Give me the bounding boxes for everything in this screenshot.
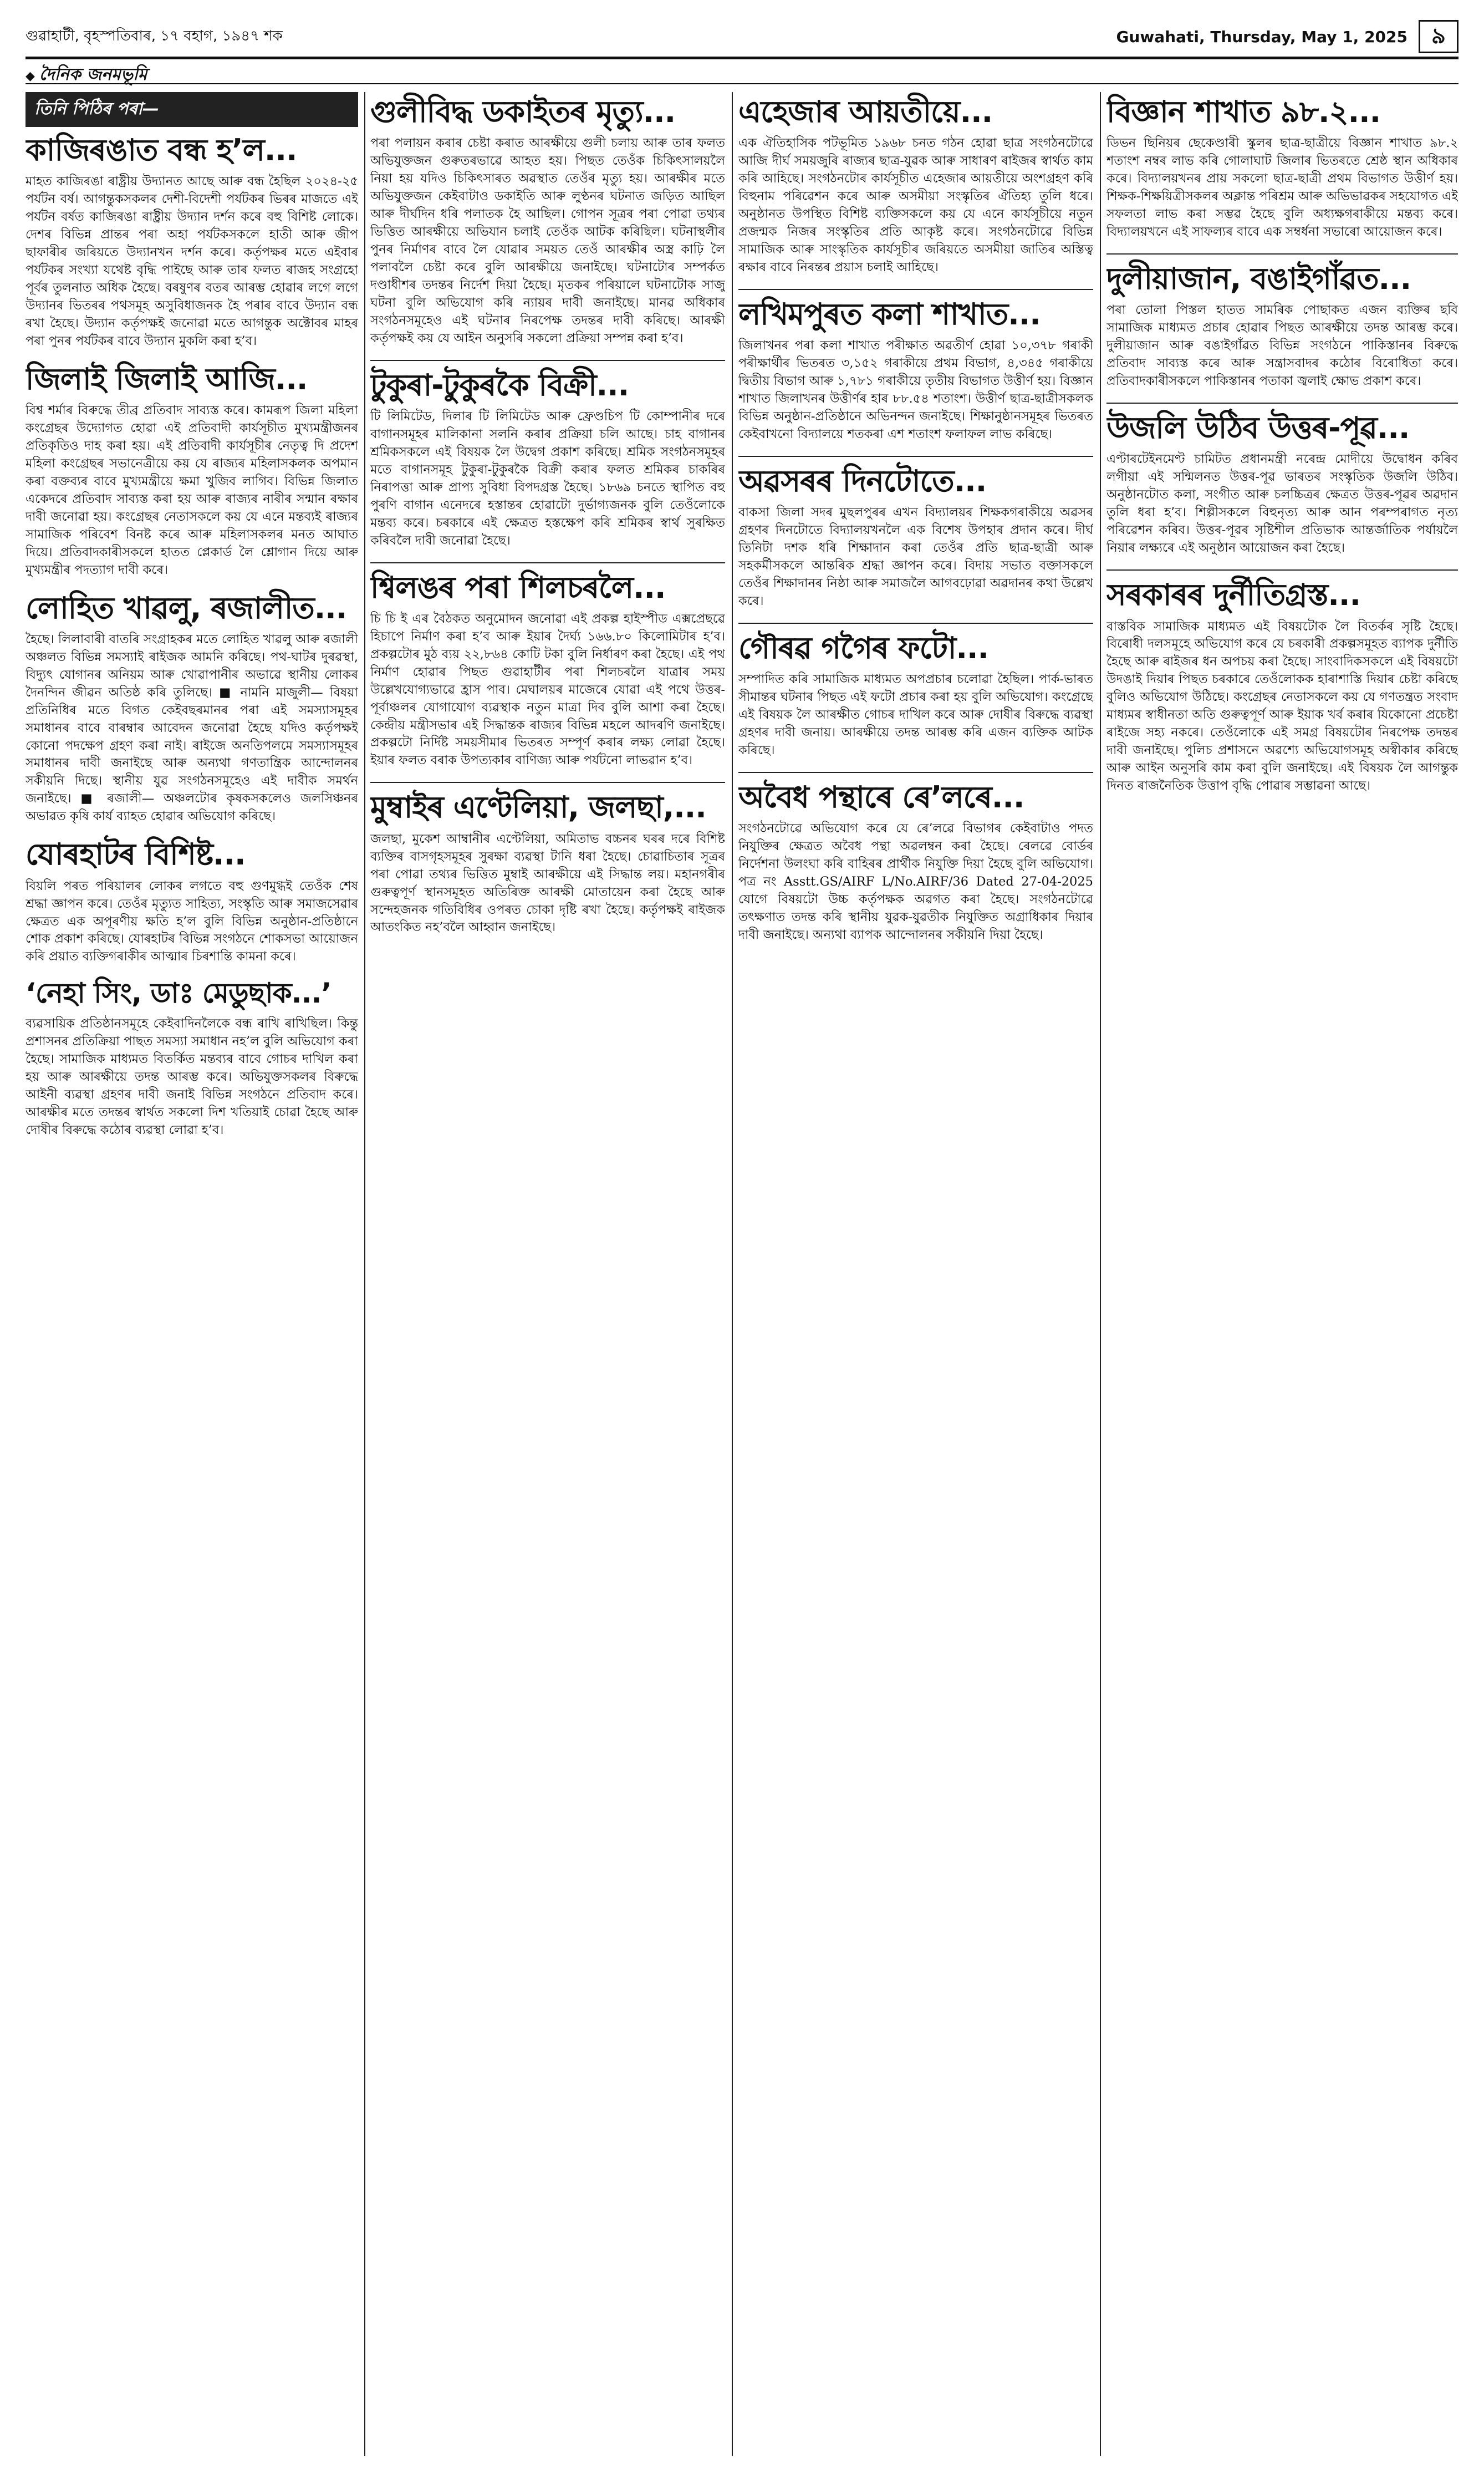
article-body: জিলাখনৰ পৰা কলা শাখাত পৰীক্ষাত অৱতীৰ্ণ হোৱা ১০,৩৭৮ গৰাকী পৰীক্ষাৰ্থীৰ ভিতৰত ৩,১৫২ গৰাকীয়ে প্ৰথম বিভাগ, ৪,৩৪৫ গৰাকীয়ে দ্বিতীয় বিভাগ আৰু ১,৭৮১ গৰাকীয়ে তৃতীয় বিভাগত উত্তীৰ্ণ হয়। বিজ্ঞান শাখাত জিলাখনৰ উত্তীৰ্ণৰ হাৰ ৮৮.৫৪ শতাংশ। উত্তীৰ্ণ ছাত্ৰ-ছাত্ৰীসকলক বিভিন্ন অনুষ্ঠান-প্ৰতিষ্ঠানে অভিনন্দন জনাইছে। শিক্ষানুষ্ঠানসমূহৰ ভিতৰত কেইবাখনো বিদ্যালয়ে শতকৰা এশ শতাংশ ফলাফল লাভ কৰিছে। [738, 338, 1093, 441]
article-body: পৰা পলায়ন কৰাৰ চেষ্টা কৰাত আৰক্ষীয়ে গুলী চলায় আৰু তাৰ ফলত অভিযুক্তজন গুৰুতৰভাৱে আহত হয়। পিছত তেওঁক চিকিৎসালয়লৈ নিয়া হয় যদিও চিকিৎসাৰত অৱস্থাত তেওঁৰ মৃত্যু হয়। আৰক্ষীৰ মতে অভিযুক্তজন কেইবাটাও ডকাইতি আৰু লুণ্ঠনৰ ঘটনাত জড়িত আছিল আৰু দীৰ্ঘদিন ধৰি পলাতক হৈ আছিল। গোপন সূত্ৰৰ পৰা পোৱা তথ্যৰ ভিত্তিত আৰক্ষীয়ে অভিযান চলাই তেওঁক আটক কৰিছিল। ঘটনাস্থলীৰ পুনৰ নিৰ্মাণৰ বাবে লৈ যোৱাৰ সময়ত তেওঁ আৰক্ষীৰ অস্ত্ৰ কাঢ়ি লৈ পলাবলৈ চেষ্টা কৰে বুলি আৰক্ষীয়ে জনাইছে। ঘটনাটোৰ সম্পৰ্কত দণ্ডাধীশৰ তদন্তৰ নিৰ্দেশ দিয়া হৈছে। মৃতকৰ পৰিয়ালে ঘটনাটোক সাজু ঘটনা বুলি অভিযোগ কৰি ন্যায়ৰ দাবী জনাইছে। মানৱ অধিকাৰ সংগঠনসমূহেও এই ঘটনাৰ নিৰপেক্ষ তদন্তৰ দাবী কৰিছে। আৰক্ষী কৰ্তৃপক্ষই কয় যে আইন অনুসৰি সকলো প্ৰক্ৰিয়া সম্পন্ন কৰা হ’ব। [370, 136, 725, 345]
column-2 [370, 92, 725, 2456]
article-divider [738, 772, 1093, 773]
column-4 [1106, 92, 1458, 2456]
headline: বিজ্ঞান শাখাত ৯৮.২... [1106, 94, 1381, 129]
article-body: সংগঠনটোৱে অভিযোগ কৰে যে ৰে’লৱে বিভাগৰ কেইবাটাও পদত নিযুক্তিৰ ক্ষেত্ৰত অবৈধ পন্থা অৱলম্বন কৰা হৈছে। ৰেলৱে বোর্ডৰ নিৰ্দেশনা উলংঘা কৰি বাহিৰৰ প্ৰাৰ্থীক নিযুক্তি দিয়া হৈছে বুলি অভিযোগ। পত্ৰ নং Asstt.GS/AIRF L/No.AIRF/36 Dated 27-04-2025 যোগে বিষয়টো উচ্চ কৰ্তৃপক্ষক অৱগত কৰা হৈছে। সংগঠনটোৱে তৎক্ষণাত তদন্ত কৰি স্থানীয় যুৱক-যুৱতীক নিযুক্তিত অগ্ৰাধিকাৰ দিয়াৰ দাবী জনাইছে। অন্যথা ব্যাপক আন্দোলনৰ সকীয়নি দিয়া হৈছে। [738, 821, 1093, 943]
column-divider [732, 92, 733, 2456]
article-divider [370, 782, 725, 783]
headline: এহেজাৰ আয়তীয়ে... [738, 94, 993, 129]
article-body: চি চি ই এৰ বৈঠকত অনুমোদন জনোৱা এই প্ৰকল্প হাইস্পীড এক্সপ্ৰেছৱে হিচাপে নিৰ্মাণ কৰা হ’ব আৰু ইয়াৰ দৈৰ্ঘ্য ১৬৬.৮০ কিলোমিটাৰ হ’ব। প্ৰকল্পটোৰ মুঠ ব্যয় ২২,৮৬৪ কোটি টকা বুলি নিৰ্ধাৰণ কৰা হৈছে। এই পথ নিৰ্মাণ হোৱাৰ পিছত গুৱাহাটীৰ পৰা শিলচৰলৈ যাত্ৰাৰ সময় উল্লেখযোগ্যভাৱে হ্ৰাস পাব। মেঘালয়ৰ মাজেৰে যোৱা এই পথে উত্তৰ-পূৰ্বাঞ্চলৰ যোগাযোগ ব্যৱস্থাক নতুন মাত্ৰা দিব বুলি আশা কৰা হৈছে। কেন্দ্ৰীয় মন্ত্ৰীসভাৰ এই সিদ্ধান্তক ৰাজ্যৰ বিভিন্ন মহলে আদৰণি জনাইছে। প্ৰকল্পটো নিৰ্দিষ্ট সময়সীমাৰ ভিতৰত সম্পূৰ্ণ কৰাৰ লক্ষ্য লোৱা হৈছে। ইয়াৰ ফলত বৰাক উপত্যকাৰ বাণিজ্য আৰু পৰ্যটনো লাভৱান হ’ব। [370, 611, 725, 768]
column-1 [26, 92, 358, 2456]
headline: কাজিৰঙাত বন্ধ হ’ল... [26, 133, 297, 167]
header-date-assamese: গুৱাহাটী, বৃহস্পতিবাৰ, ১৭ বহাগ, ১৯৪৭ শক [26, 28, 283, 44]
masthead-rule [26, 83, 1458, 84]
article-divider [1106, 403, 1458, 404]
headline: ‘নেহা সিং, ডাঃ মেডুছাক...’ [26, 977, 332, 1010]
article-body: সম্পাদিত কৰি সামাজিক মাধ্যমত অপপ্ৰচাৰ চলোৱা হৈছিল। পাৰ্ক-ভাৰত সীমান্তৰ ঘটনাৰ পিছত এই ফটো প্ৰচাৰ কৰা হয় বুলি অভিযোগ। কংগ্ৰেছে এই বিষয়ক লৈ আৰক্ষীত গোচৰ দাখিল কৰে আৰু দোষীৰ বিৰুদ্ধে ব্যৱস্থা গ্ৰহণৰ দাবী জনায়। আৰক্ষীয়ে তদন্ত আৰম্ভ কৰি এজন ব্যক্তিক আটক কৰিছে। [738, 672, 1093, 758]
headline: সৰকাৰৰ দুৰ্নীতিগ্ৰস্ত... [1106, 577, 1360, 613]
column-3 [738, 92, 1093, 2456]
article-body: জলছা, মুকেশ আম্বানীৰ এণ্টেলিয়া, অমিতাভ বচ্চনৰ ঘৰৰ দৰে বিশিষ্ট ব্যক্তিৰ বাসগৃহসমূহৰ সুৰক্ষা ব্যৱস্থা টানি ধৰা হৈছে। চোৱাচিতাৰ সূত্ৰৰ পৰা পোৱা তথ্যৰ ভিত্তিত মুম্বাই আৰক্ষীয়ে এই সিদ্ধান্ত লয়। মহানগৰীৰ গুৰুত্বপূৰ্ণ স্থানসমূহত অতিৰিক্ত আৰক্ষী মোতায়েন কৰা হৈছে আৰু সন্দেহজনক গতিবিধিৰ ওপৰত চোকা দৃষ্টি ৰখা হৈছে। কৰ্তৃপক্ষই ৰাইজক আতংকিত নহ’বলৈ আহ্বান জনাইছে। [370, 831, 725, 935]
article-body: মাহত কাজিৰঙা ৰাষ্ট্ৰীয় উদ্যানত আছে আৰু বন্ধ হৈছিল ২০২৪-২৫ পৰ্যটন বৰ্ষ। আগন্তুকসকলৰ দেশী-বিদেশী পৰ্যটকৰ ভিৰৰ মাজতে এই পৰ্যটন বৰ্ষত কাজিৰঙা ৰাষ্ট্ৰীয় উদ্যান দৰ্শন কৰে বহু বিশিষ্ট লোকে। দেশৰ বিভিন্ন প্ৰান্তৰ পৰা অহা পৰ্যটকসকলে হাতী আৰু জীপ ছাফাৰীৰ জৰিয়তে উদ্যানখন দৰ্শন কৰে। কৰ্তৃপক্ষৰ মতে এইবাৰ পৰ্যটকৰ সংখ্যা যথেষ্ট বৃদ্ধি পাইছে আৰু তাৰ ফলত ৰাজহ সংগ্ৰহো পূৰ্বৰ তুলনাত অধিক হৈছে। বৰষুণৰ বতৰ আৰম্ভ হোৱাৰ লগে লগে উদ্যানৰ ভিতৰৰ পথসমূহ অসুবিধাজনক হৈ পৰাৰ বাবে উদ্যান বন্ধ ৰখা হৈছে। উদ্যান কৰ্তৃপক্ষই জনোৱা মতে আগন্তুক অক্টোবৰ মাহৰ পৰা পুনৰ পৰ্যটকৰ বাবে উদ্যান মুকলি কৰা হ’ব। [26, 174, 358, 348]
headline: দুলীয়াজান, বঙাইগাঁৱত... [1106, 261, 1411, 297]
headline: শ্বিলঙৰ পৰা শিলচৰলৈ... [370, 569, 666, 605]
headline: গুলীবিদ্ধ ডকাইতৰ মৃত্যু... [370, 94, 676, 129]
article-divider [738, 289, 1093, 290]
article-body: বাস্তবিক সামাজিক মাধ্যমত এই বিষয়টোক লৈ বিতৰ্কৰ সৃষ্টি হৈছে। বিৰোধী দলসমূহে অভিযোগ কৰে যে চৰকাৰী প্ৰকল্পসমূহত ব্যাপক দুৰ্নীতি হৈছে আৰু ৰাইজৰ ধন অপচয় কৰা হৈছে। সাংবাদিকসকলে এই বিষয়টো উদঙাই দিয়াৰ পিছত চৰকাৰে তেওঁলোকক হাৰাশাস্তি দিয়াৰ চেষ্টা কৰিছে বুলিও অভিযোগ উঠিছে। কংগ্ৰেছৰ নেতাসকলে কয় যে গণতন্ত্ৰত সংবাদ মাধ্যমৰ স্বাধীনতা অতি গুৰুত্বপূৰ্ণ আৰু ইয়াক খৰ্ব কৰাৰ যিকোনো প্ৰচেষ্টা ৰাইজে সহ্য নকৰে। তেওঁলোকে এই সমগ্ৰ বিষয়টোৰ নিৰপেক্ষ তদন্তৰ দাবী জনাইছে। পুলিচ প্ৰশাসনে অৱশ্যে অভিযোগসমূহ অস্বীকাৰ কৰিছে আৰু আইন অনুসৰি কাম কৰা বুলি জনাইছে। এই বিষয়ক লৈ আগন্তুক দিনত ৰাজনৈতিক উত্তাপ বৃদ্ধি পোৱাৰ সম্ভাৱনা আছে। [1106, 619, 1458, 793]
column-divider [1100, 92, 1101, 2456]
article-divider [1106, 253, 1458, 255]
headline: উজলি উঠিব উত্তৰ-পূৱ... [1106, 410, 1410, 446]
page-number: ৯ [1419, 20, 1458, 53]
article-body: বিশ্ব শৰ্মাৰ বিৰুদ্ধে তীব্ৰ প্ৰতিবাদ সাব্যস্ত কৰে। কামৰূপ জিলা মহিলা কংগ্ৰেছৰ উদ্যোগত হোৱা এই প্ৰতিবাদী কাৰ্যসূচীত মুখ্যমন্ত্ৰীজনৰ প্ৰতিকৃতিও দাহ কৰা হয়। এই প্ৰতিবাদী কাৰ্যসূচীৰ নেতৃত্ব দি প্ৰদেশ মহিলা কংগ্ৰেছৰ সভানেত্ৰীয়ে কয় যে ৰাজ্যৰ মহিলাসকলক অপমান কৰা বক্তব্যৰ বাবে মুখ্যমন্ত্ৰীয়ে ক্ষমা খুজিব লাগিব। বিভিন্ন জিলাত একেদৰে প্ৰতিবাদ সাব্যস্ত কৰা হয় আৰু ৰাজ্যৰ নাৰীৰ সন্মান ৰক্ষাৰ দাবী জনোৱা হয়। কংগ্ৰেছৰ নেতাসকলে কয় যে এনে মন্তব্যই ৰাজ্যৰ সামাজিক পৰিবেশ বিনষ্ট কৰে আৰু মহিলাসকলৰ মনত আঘাত দিয়ে। প্ৰতিবাদকাৰীসকলে হাতত প্লেকাৰ্ড লৈ শ্লোগান দিয়ে আৰু মুখ্যমন্ত্ৰীৰ পদত্যাগ দাবী কৰে। [26, 403, 358, 577]
article-body: ব্যৱসায়িক প্ৰতিষ্ঠানসমূহে কেইবাদিনলৈকে বন্ধ ৰাখি ৰাখিছিল। কিন্তু প্ৰশাসনৰ প্ৰতিক্ৰিয়া পাছত সমস্যা সমাধান নহ’ল বুলি অভিযোগ কৰা হৈছে। সামাজিক মাধ্যমত বিতৰ্কিত মন্তব্যৰ বাবে গোচৰ দাখিল কৰা হয় আৰু আৰক্ষীয়ে তদন্ত আৰম্ভ কৰে। অভিযুক্তসকলৰ বিৰুদ্ধে আইনী ব্যৱস্থা গ্ৰহণৰ দাবী জনাই বিভিন্ন সংগঠনে প্ৰতিবাদ কৰে। আৰক্ষীৰ মতে তদন্তৰ স্বাৰ্থত সকলো দিশ খতিয়াই চোৱা হৈছে আৰু দোষীৰ বিৰুদ্ধে কঠোৰ ব্যৱস্থা লোৱা হ’ব। [26, 1016, 358, 1137]
article-body: বিয়লি পৰত পৰিয়ালৰ লোকৰ লগতে বহু গুণমুগ্ধই তেওঁক শেষ শ্ৰদ্ধা জ্ঞাপন কৰে। তেওঁৰ মৃত্যুত সাহিত্য, সংস্কৃতি আৰু সমাজসেৱাৰ ক্ষেত্ৰত এক অপূৰণীয় ক্ষতি হ’ল বুলি বিভিন্ন অনুষ্ঠান-প্ৰতিষ্ঠানে শোক প্ৰকাশ কৰিছে। যোৰহাটৰ বিভিন্ন সংগঠনে শোকসভা আয়োজন কৰি প্ৰয়াত ব্যক্তিগৰাকীৰ আত্মাৰ চিৰশান্তি কামনা কৰে। [26, 878, 358, 964]
article-body: এণ্টাৰটেইনমেণ্ট চামিটত প্ৰধানমন্ত্ৰী নৰেন্দ্ৰ মোদীয়ে উদ্বোধন কৰিব লগীয়া এই সন্মিলনত উত্তৰ-পূৱ ভাৰতৰ সংস্কৃতিক উজলি উঠিব। অনুষ্ঠানটোত কলা, সংগীত আৰু চলচ্চিত্ৰৰ ক্ষেত্ৰত উত্তৰ-পূৱৰ অৱদান তুলি ধৰা হ’ব। শিল্পীসকলে বিহুনৃত্য আৰু আন পৰম্পৰাগত নৃত্য পৰিৱেশন কৰিব। উত্তৰ-পূৱৰ সৃষ্টিশীল প্ৰতিভাক আন্তৰ্জাতিক পৰ্যায়লৈ নিয়াৰ লক্ষ্যৰে এই অনুষ্ঠান আয়োজন কৰা হৈছে। [1106, 452, 1458, 556]
headline: লখিমপুৰত কলা শাখাত... [738, 296, 1041, 332]
headline: গৌৰৱ গগৈৰ ফটো... [738, 630, 989, 665]
article-body: ডিভন ছিনিয়ৰ ছেকেণ্ডাৰী স্কুলৰ ছাত্ৰ-ছাত্ৰীয়ে বিজ্ঞান শাখাত ৯৮.২ শতাংশ নম্বৰ লাভ কৰি গোলাঘাট জিলাৰ ভিতৰতে শ্ৰেষ্ঠ স্থান অধিকাৰ কৰে। বিদ্যালয়খনৰ প্ৰায় সকলো ছাত্ৰ-ছাত্ৰী প্ৰথম বিভাগত উত্তীৰ্ণ হয়। শিক্ষক-শিক্ষয়িত্ৰীসকলৰ অক্লান্ত পৰিশ্ৰম আৰু অভিভাৱকৰ সহযোগত এই সফলতা লাভ কৰা সম্ভৱ হৈছে বুলি অধ্যক্ষগৰাকীয়ে মন্তব্য কৰে। বিদ্যালয়খনে এই সাফল্যৰ বাবে এক সম্বৰ্ধনা সভাৰো আয়োজন কৰে। [1106, 136, 1458, 240]
article-body: পৰা তোলা পিস্তল হাতত সামৰিক পোছাকত এজন ব্যক্তিৰ ছবি সামাজিক মাধ্যমত প্ৰচাৰ হোৱাৰ পিছত আৰক্ষীয়ে তদন্ত আৰম্ভ কৰে। দুলীয়াজান আৰু বঙাইগাঁৱত বিভিন্ন সংগঠনে পাকিস্তানৰ বিৰুদ্ধে প্ৰতিবাদ সাব্যস্ত কৰে আৰু সন্ত্ৰাসবাদৰ কঠোৰ বিৰোধিতা কৰে। প্ৰতিবাদকাৰীসকলে পাকিস্তানৰ পতাকা জ্বলাই ক্ষোভ প্ৰকাশ কৰে। [1106, 303, 1458, 389]
headline: অৱসৰৰ দিনটোতে... [738, 463, 987, 499]
continued-kicker: তিনি পিঠিৰ পৰা— [26, 92, 358, 127]
article-divider [738, 456, 1093, 457]
article-divider [1106, 569, 1458, 571]
article-body: এক ঐতিহাসিক পটভূমিত ১৯৬৮ চনত গঠন হোৱা ছাত্ৰ সংগঠনটোৱে আজি দীৰ্ঘ সময়জুৰি ৰাজ্যৰ ছাত্ৰ-যুৱক আৰু সাধাৰণ ৰাইজৰ স্বাৰ্থত কাম কৰি আহিছে। সংগঠনটোৰ কাৰ্যসূচীত এহেজাৰ আয়তীয়ে অংশগ্ৰহণ কৰি বিহুনাম পৰিৱেশন কৰে আৰু অসমীয়া সংস্কৃতিৰ ঐতিহ্য তুলি ধৰে। অনুষ্ঠানত উপস্থিত বিশিষ্ট ব্যক্তিসকলে কয় যে এনে কাৰ্যসূচীয়ে নতুন প্ৰজন্মক নিজৰ সংস্কৃতিৰ প্ৰতি আকৃষ্ট কৰে। সংগঠনটোৱে বিভিন্ন সামাজিক আৰু সাংস্কৃতিক কাৰ্যসূচীৰ জৰিয়তে অসমীয়া জাতিৰ অস্তিত্ব ৰক্ষাৰ বাবে নিৰন্তৰ প্ৰয়াস চলাই আহিছে। [738, 136, 1093, 274]
headline: অবৈধ পন্থাৰে ৰে’লৰে... [738, 780, 1024, 815]
page-header [26, 20, 1458, 53]
masthead: ◆ দৈনিক জনমভূমি [26, 61, 147, 89]
article-body: হৈছে। লিলাবাৰী বাতৰি সংগ্ৰাহকৰ মতে লোহিত খাৱলু আৰু ৰজালী অঞ্চলত বিভিন্ন সমস্যাই ৰাইজক আমনি কৰিছে। পথ-ঘাটৰ দুৰৱস্থা, বিদ্যুৎ যোগানৰ অনিয়ম আৰু খোৱাপানীৰ অভাৱে স্থানীয় লোকৰ দৈনন্দিন জীৱন অতিষ্ঠ কৰি তুলিছে। ■ নামনি মাজুলী— বিষয়া প্ৰতিনিধিৰ মতে বিগত কেইবছৰমানৰ পৰা এই সমস্যাসমূহৰ সমাধানৰ বাবে বাৰম্বাৰ আবেদন জনোৱা হৈছে যদিও কৰ্তৃপক্ষই কোনো পদক্ষেপ গ্ৰহণ কৰা নাই। ৰাইজে অনতিপলমে সমস্যাসমূহৰ সমাধানৰ দাবী জনাইছে আৰু অন্যথা গণতান্ত্ৰিক আন্দোলনৰ সকীয়নি দিছে। স্থানীয় যুৱ সংগঠনসমূহেও এই দাবীক সমৰ্থন জনাইছে। ■ ৰজালী— অঞ্চলটোৰ কৃষকসকলেও জলসিঞ্চনৰ অভাৱত কৃষি কাৰ্য ব্যাহত হোৱাৰ অভিযোগ কৰিছে। [26, 632, 358, 824]
article-divider [738, 623, 1093, 624]
article-body: টি লিমিটেড, দিলাৰ টি লিমিটেড আৰু ফ্ৰেণ্ডচিপ টি কোম্পানীৰ দৰে বাগানসমূহৰ মালিকানা সলনি কৰাৰ প্ৰক্ৰিয়া চলি আছে। চাহ বাগানৰ শ্ৰমিকসকলে এই বিষয়ক লৈ উদ্বেগ প্ৰকাশ কৰিছে। শ্ৰমিক সংগঠনসমূহৰ মতে বাগানসমূহ টুকুৰা-টুকুৰকৈ বিক্ৰী কৰাৰ ফলত শ্ৰমিকৰ চাকৰিৰ নিৰাপত্তা আৰু প্ৰাপ্য সুবিধা বিপদগ্ৰস্ত হৈছে। ১৮৬৯ চনতে স্থাপিত বহু পুৰণি বাগান এনেদৰে হস্তান্তৰ হোৱাটো দুৰ্ভাগ্যজনক বুলি তেওঁলোকে মন্তব্য কৰে। চৰকাৰে এই ক্ষেত্ৰত হস্তক্ষেপ কৰি শ্ৰমিকৰ স্বাৰ্থ সুৰক্ষিত কৰিবলৈ দাবী জনোৱা হৈছে। [370, 409, 725, 548]
headline: মুম্বাইৰ এণ্টেলিয়া, জলছা,... [370, 790, 706, 825]
header-rule [26, 57, 1458, 59]
article-divider [370, 360, 725, 361]
headline: লোহিত খাৱলু, ৰজালীত... [26, 590, 347, 625]
headline: টুকুৰা-টুকুৰকৈ বিক্ৰী... [370, 367, 629, 403]
article-divider [370, 562, 725, 563]
header-date-english: Guwahati, Thursday, May 1, 2025 [1116, 27, 1407, 46]
article-body: বাকসা জিলা সদৰ মুছলপুৰৰ এখন বিদ্যালয়ৰ শিক্ষকগৰাকীয়ে অৱসৰ গ্ৰহণৰ দিনটোতে বিদ্যালয়খনলৈ এক বিশেষ উপহাৰ প্ৰদান কৰে। দীৰ্ঘ তিনিটা দশক ধৰি শিক্ষাদান কৰা তেওঁৰ প্ৰতি ছাত্ৰ-ছাত্ৰী আৰু সহকৰ্মীসকলে আন্তৰিক শ্ৰদ্ধা জ্ঞাপন কৰে। বিদায় সভাত বক্তাসকলে তেওঁৰ শিক্ষাদানৰ নিষ্ঠা আৰু সমাজলৈ আগবঢ়োৱা অৱদানৰ কথা উল্লেখ কৰে। [738, 505, 1093, 608]
column-divider [364, 92, 365, 2456]
headline: যোৰহাটৰ বিশিষ্ট... [26, 837, 246, 872]
headline: জিলাই জিলাই আজি... [26, 361, 308, 396]
